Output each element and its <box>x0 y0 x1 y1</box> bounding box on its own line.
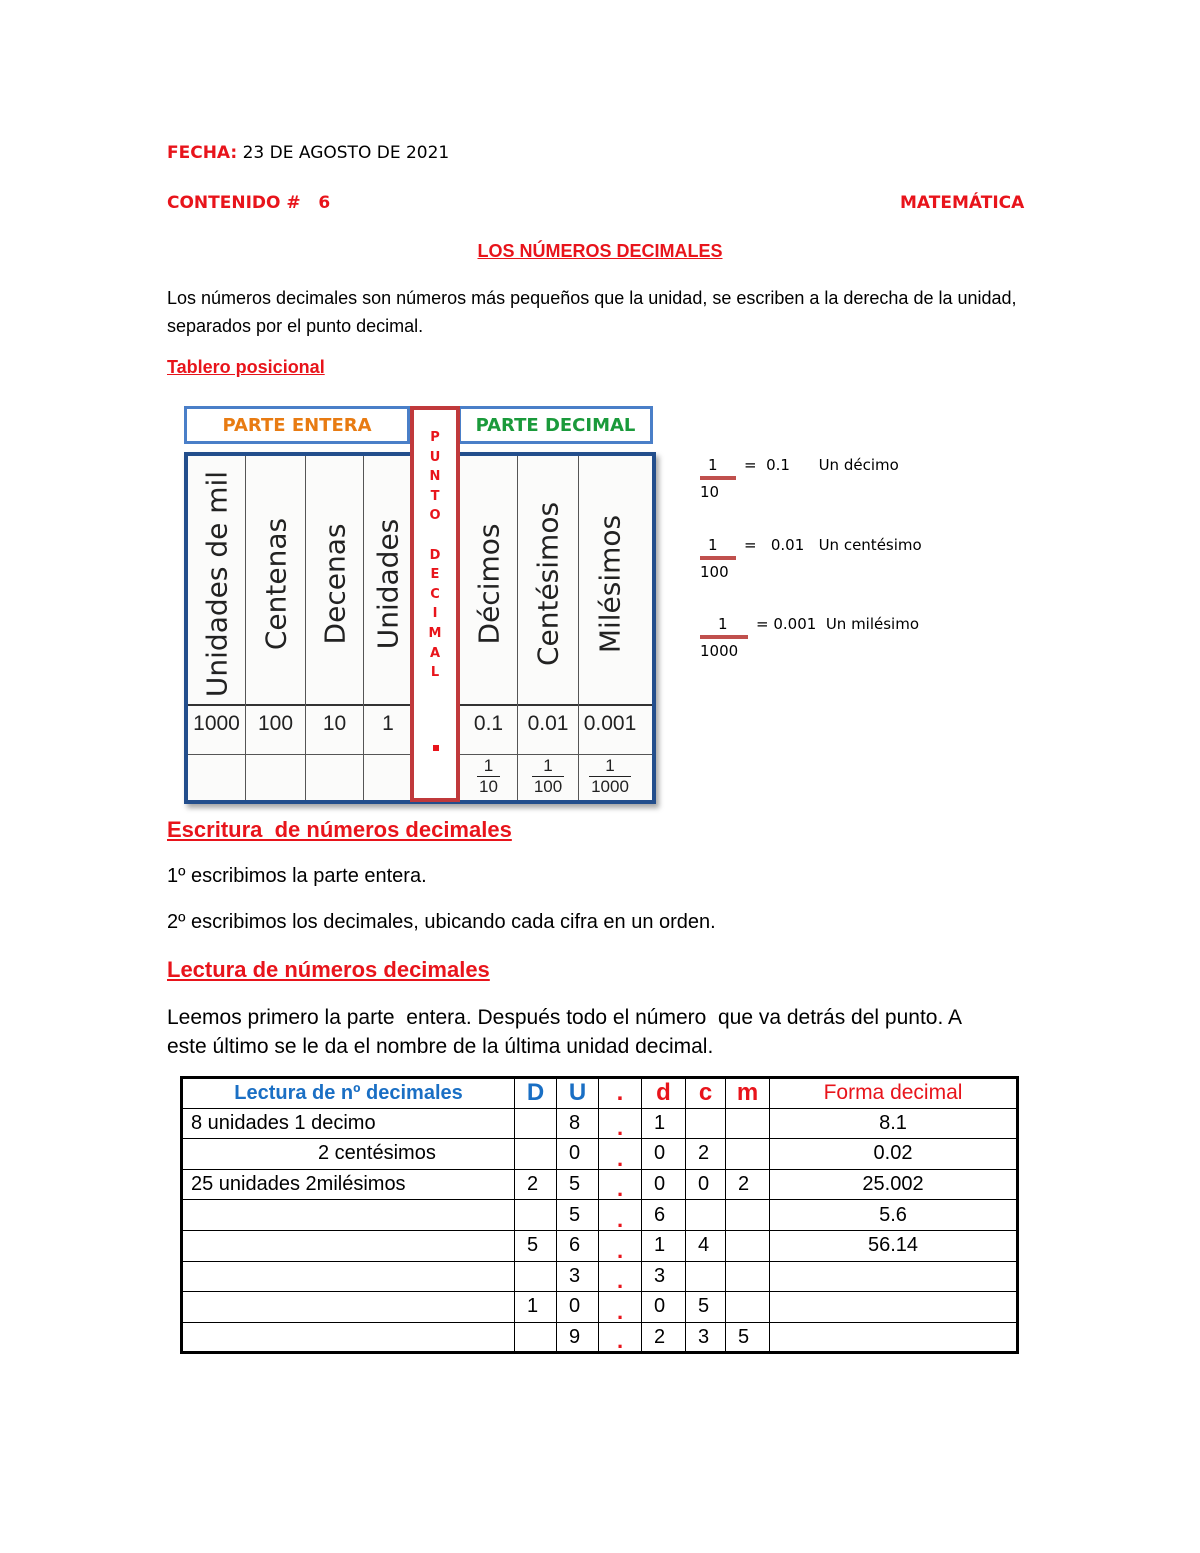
col-d: d <box>642 1078 686 1109</box>
column-label: Décimos <box>472 523 505 645</box>
punto-letter: C <box>430 586 440 602</box>
fraction-equals: = 0.1 Un décimo <box>744 456 899 474</box>
cell-m <box>726 1230 770 1261</box>
board-column <box>460 456 518 800</box>
decimal-part-header: PARTE DECIMAL <box>458 406 653 444</box>
fraction-bar <box>700 635 748 639</box>
col-lectura: Lectura de nº decimales <box>182 1078 515 1109</box>
cell-forma: 8.1 <box>770 1108 1018 1139</box>
column-value: 1 <box>382 712 394 735</box>
fraction-numerator: 1 <box>605 756 615 775</box>
writing-step-1: 1º escribimos la parte entera. <box>167 865 427 887</box>
cell-U: 0 <box>557 1139 599 1170</box>
page-title: LOS NÚMEROS DECIMALES <box>477 241 723 261</box>
cell-D: 2 <box>515 1169 557 1200</box>
fraction-equals: = 0.001 Un milésimo <box>756 615 920 633</box>
cell-D <box>515 1322 557 1353</box>
column-label: Centésimos <box>531 501 565 667</box>
cell-forma: 5.6 <box>770 1200 1018 1231</box>
subject: MATEMÁTICA <box>900 193 1025 213</box>
punto-letter: U <box>429 449 441 465</box>
cell-c: 0 <box>686 1169 726 1200</box>
cell-d: 0 <box>642 1292 686 1323</box>
decimal-point-dot <box>433 745 439 751</box>
column-value: 0.01 <box>527 712 569 735</box>
writing-step-2: 2º escribimos los decimales, ubicando cada cifra en un orden. <box>167 911 716 933</box>
cell-forma: 25.002 <box>770 1169 1018 1200</box>
col-U: U <box>557 1078 599 1109</box>
board-column <box>246 456 306 800</box>
table-row <box>182 1108 1018 1139</box>
punto-letter: O <box>429 508 441 524</box>
writing-title: Escritura de números decimales <box>167 817 512 842</box>
place-value-title: Tablero posicional <box>167 357 325 377</box>
cell-U: 8 <box>557 1108 599 1139</box>
cell-m <box>726 1292 770 1323</box>
decimal-point-letters <box>414 428 456 683</box>
cell-m <box>726 1261 770 1292</box>
punto-letter: E <box>430 567 440 583</box>
cell-forma <box>770 1322 1018 1353</box>
cell-U: 0 <box>557 1292 599 1323</box>
cell-D: 5 <box>515 1230 557 1261</box>
fraction-denominator: 100 <box>700 563 729 581</box>
cell-dot: . <box>599 1292 642 1323</box>
cell-c <box>686 1261 726 1292</box>
cell-U: 5 <box>557 1169 599 1200</box>
cell-lectura <box>182 1322 515 1353</box>
cell-d: 2 <box>642 1322 686 1353</box>
cell-forma <box>770 1261 1018 1292</box>
cell-dot: . <box>599 1139 642 1170</box>
fraction-numerator: 1 <box>483 756 494 775</box>
content-number: CONTENIDO # 6 <box>167 193 331 213</box>
column-value: 0.1 <box>473 712 504 735</box>
fraction-numerator: 1 <box>708 536 718 554</box>
column-value: 1000 <box>193 712 240 735</box>
cell-D: 1 <box>515 1292 557 1323</box>
table-row <box>182 1169 1018 1200</box>
column-value: 0.001 <box>583 712 637 735</box>
table-row <box>182 1200 1018 1231</box>
table-header-row <box>182 1078 1018 1109</box>
date-label: FECHA: <box>167 143 238 163</box>
cell-dot: . <box>599 1261 642 1292</box>
punto-letter: L <box>430 665 440 681</box>
integer-part-header: PARTE ENTERA <box>184 406 410 444</box>
fraction-equals: = 0.01 Un centésimo <box>744 536 922 554</box>
cell-dot: . <box>599 1200 642 1231</box>
column-value: 100 <box>257 712 294 735</box>
board-column <box>518 456 579 800</box>
column-label: Unidades <box>371 518 405 650</box>
fraction-bar <box>700 476 736 480</box>
cell-d: 1 <box>642 1108 686 1139</box>
punto-letter: T <box>430 488 440 504</box>
cell-U: 5 <box>557 1200 599 1231</box>
col-forma: Forma decimal <box>770 1078 1018 1109</box>
punto-letter: M <box>428 625 442 641</box>
column-fraction <box>518 756 578 797</box>
cell-c <box>686 1200 726 1231</box>
punto-letter: P <box>430 430 440 445</box>
table-row <box>182 1230 1018 1261</box>
cell-dot: . <box>599 1322 642 1353</box>
column-fraction <box>579 756 641 797</box>
fraction-bar <box>700 556 736 560</box>
cell-m: 5 <box>726 1322 770 1353</box>
cell-lectura <box>182 1292 515 1323</box>
cell-forma: 56.14 <box>770 1230 1018 1261</box>
cell-U: 9 <box>557 1322 599 1353</box>
cell-lectura: 25 unidades 2milésimos <box>182 1169 515 1200</box>
intro-paragraph: Los números decimales son números más pequeños que la unidad, se escriben a la derecha de la unidad, separados por el punto decimal. <box>167 288 1017 336</box>
decimal-point-column <box>410 406 460 802</box>
board-column <box>579 456 641 800</box>
column-label: Decenas <box>318 523 351 645</box>
table-row <box>182 1292 1018 1323</box>
fraction-numerator: 1 <box>708 456 718 474</box>
cell-lectura: 8 unidades 1 decimo <box>182 1108 515 1139</box>
cell-forma: 0.02 <box>770 1139 1018 1170</box>
fraction-denominator: 1000 <box>700 642 739 660</box>
col-dot: . <box>599 1078 642 1109</box>
reading-title: Lectura de números decimales <box>167 957 490 982</box>
cell-m <box>726 1200 770 1231</box>
cell-D <box>515 1200 557 1231</box>
cell-U: 3 <box>557 1261 599 1292</box>
table-row <box>182 1322 1018 1353</box>
decimal-reading-table <box>180 1076 1019 1354</box>
column-label: Milésimos <box>593 514 627 654</box>
cell-c: 3 <box>686 1322 726 1353</box>
punto-letter: D <box>429 547 441 563</box>
cell-d: 0 <box>642 1139 686 1170</box>
cell-lectura: 2 centésimos <box>182 1139 515 1170</box>
punto-letter: N <box>429 469 441 485</box>
punto-letter <box>414 526 456 546</box>
cell-forma <box>770 1292 1018 1323</box>
fraction-denominator: 1000 <box>591 777 629 796</box>
cell-dot: . <box>599 1169 642 1200</box>
column-fraction <box>460 756 517 797</box>
fraction-denominator: 100 <box>533 777 563 796</box>
date-line <box>167 143 449 163</box>
column-value: 10 <box>322 712 347 735</box>
cell-D <box>515 1108 557 1139</box>
cell-U: 6 <box>557 1230 599 1261</box>
cell-d: 3 <box>642 1261 686 1292</box>
cell-lectura <box>182 1230 515 1261</box>
col-m: m <box>726 1078 770 1109</box>
reading-paragraph: Leemos primero la parte entera. Después todo el número que va detrás del punto. A este último se le da el nombre de la última unidad decimal. <box>167 1006 967 1058</box>
col-c: c <box>686 1078 726 1109</box>
punto-letter: A <box>429 645 441 661</box>
cell-c <box>686 1108 726 1139</box>
cell-dot: . <box>599 1108 642 1139</box>
cell-d: 0 <box>642 1169 686 1200</box>
cell-d: 6 <box>642 1200 686 1231</box>
cell-D <box>515 1139 557 1170</box>
cell-dot: . <box>599 1230 642 1261</box>
date-value: 23 DE AGOSTO DE 2021 <box>242 143 450 163</box>
fraction-denominator: 10 <box>479 777 498 796</box>
punto-letter: I <box>432 606 438 622</box>
cell-c: 2 <box>686 1139 726 1170</box>
cell-d: 1 <box>642 1230 686 1261</box>
table-row <box>182 1261 1018 1292</box>
fraction-denominator: 10 <box>700 483 720 501</box>
board-column <box>306 456 364 800</box>
cell-m <box>726 1108 770 1139</box>
cell-lectura <box>182 1200 515 1231</box>
cell-m: 2 <box>726 1169 770 1200</box>
col-D: D <box>515 1078 557 1109</box>
cell-D <box>515 1261 557 1292</box>
column-label: Unidades de mil <box>200 470 233 698</box>
fraction-numerator: 1 <box>718 615 728 633</box>
cell-lectura <box>182 1261 515 1292</box>
fraction-numerator: 1 <box>543 756 553 775</box>
cell-m <box>726 1139 770 1170</box>
board-column <box>188 456 246 800</box>
cell-c: 4 <box>686 1230 726 1261</box>
column-label: Centenas <box>259 517 292 651</box>
board-column <box>364 456 412 800</box>
cell-c: 5 <box>686 1292 726 1323</box>
table-row <box>182 1139 1018 1170</box>
